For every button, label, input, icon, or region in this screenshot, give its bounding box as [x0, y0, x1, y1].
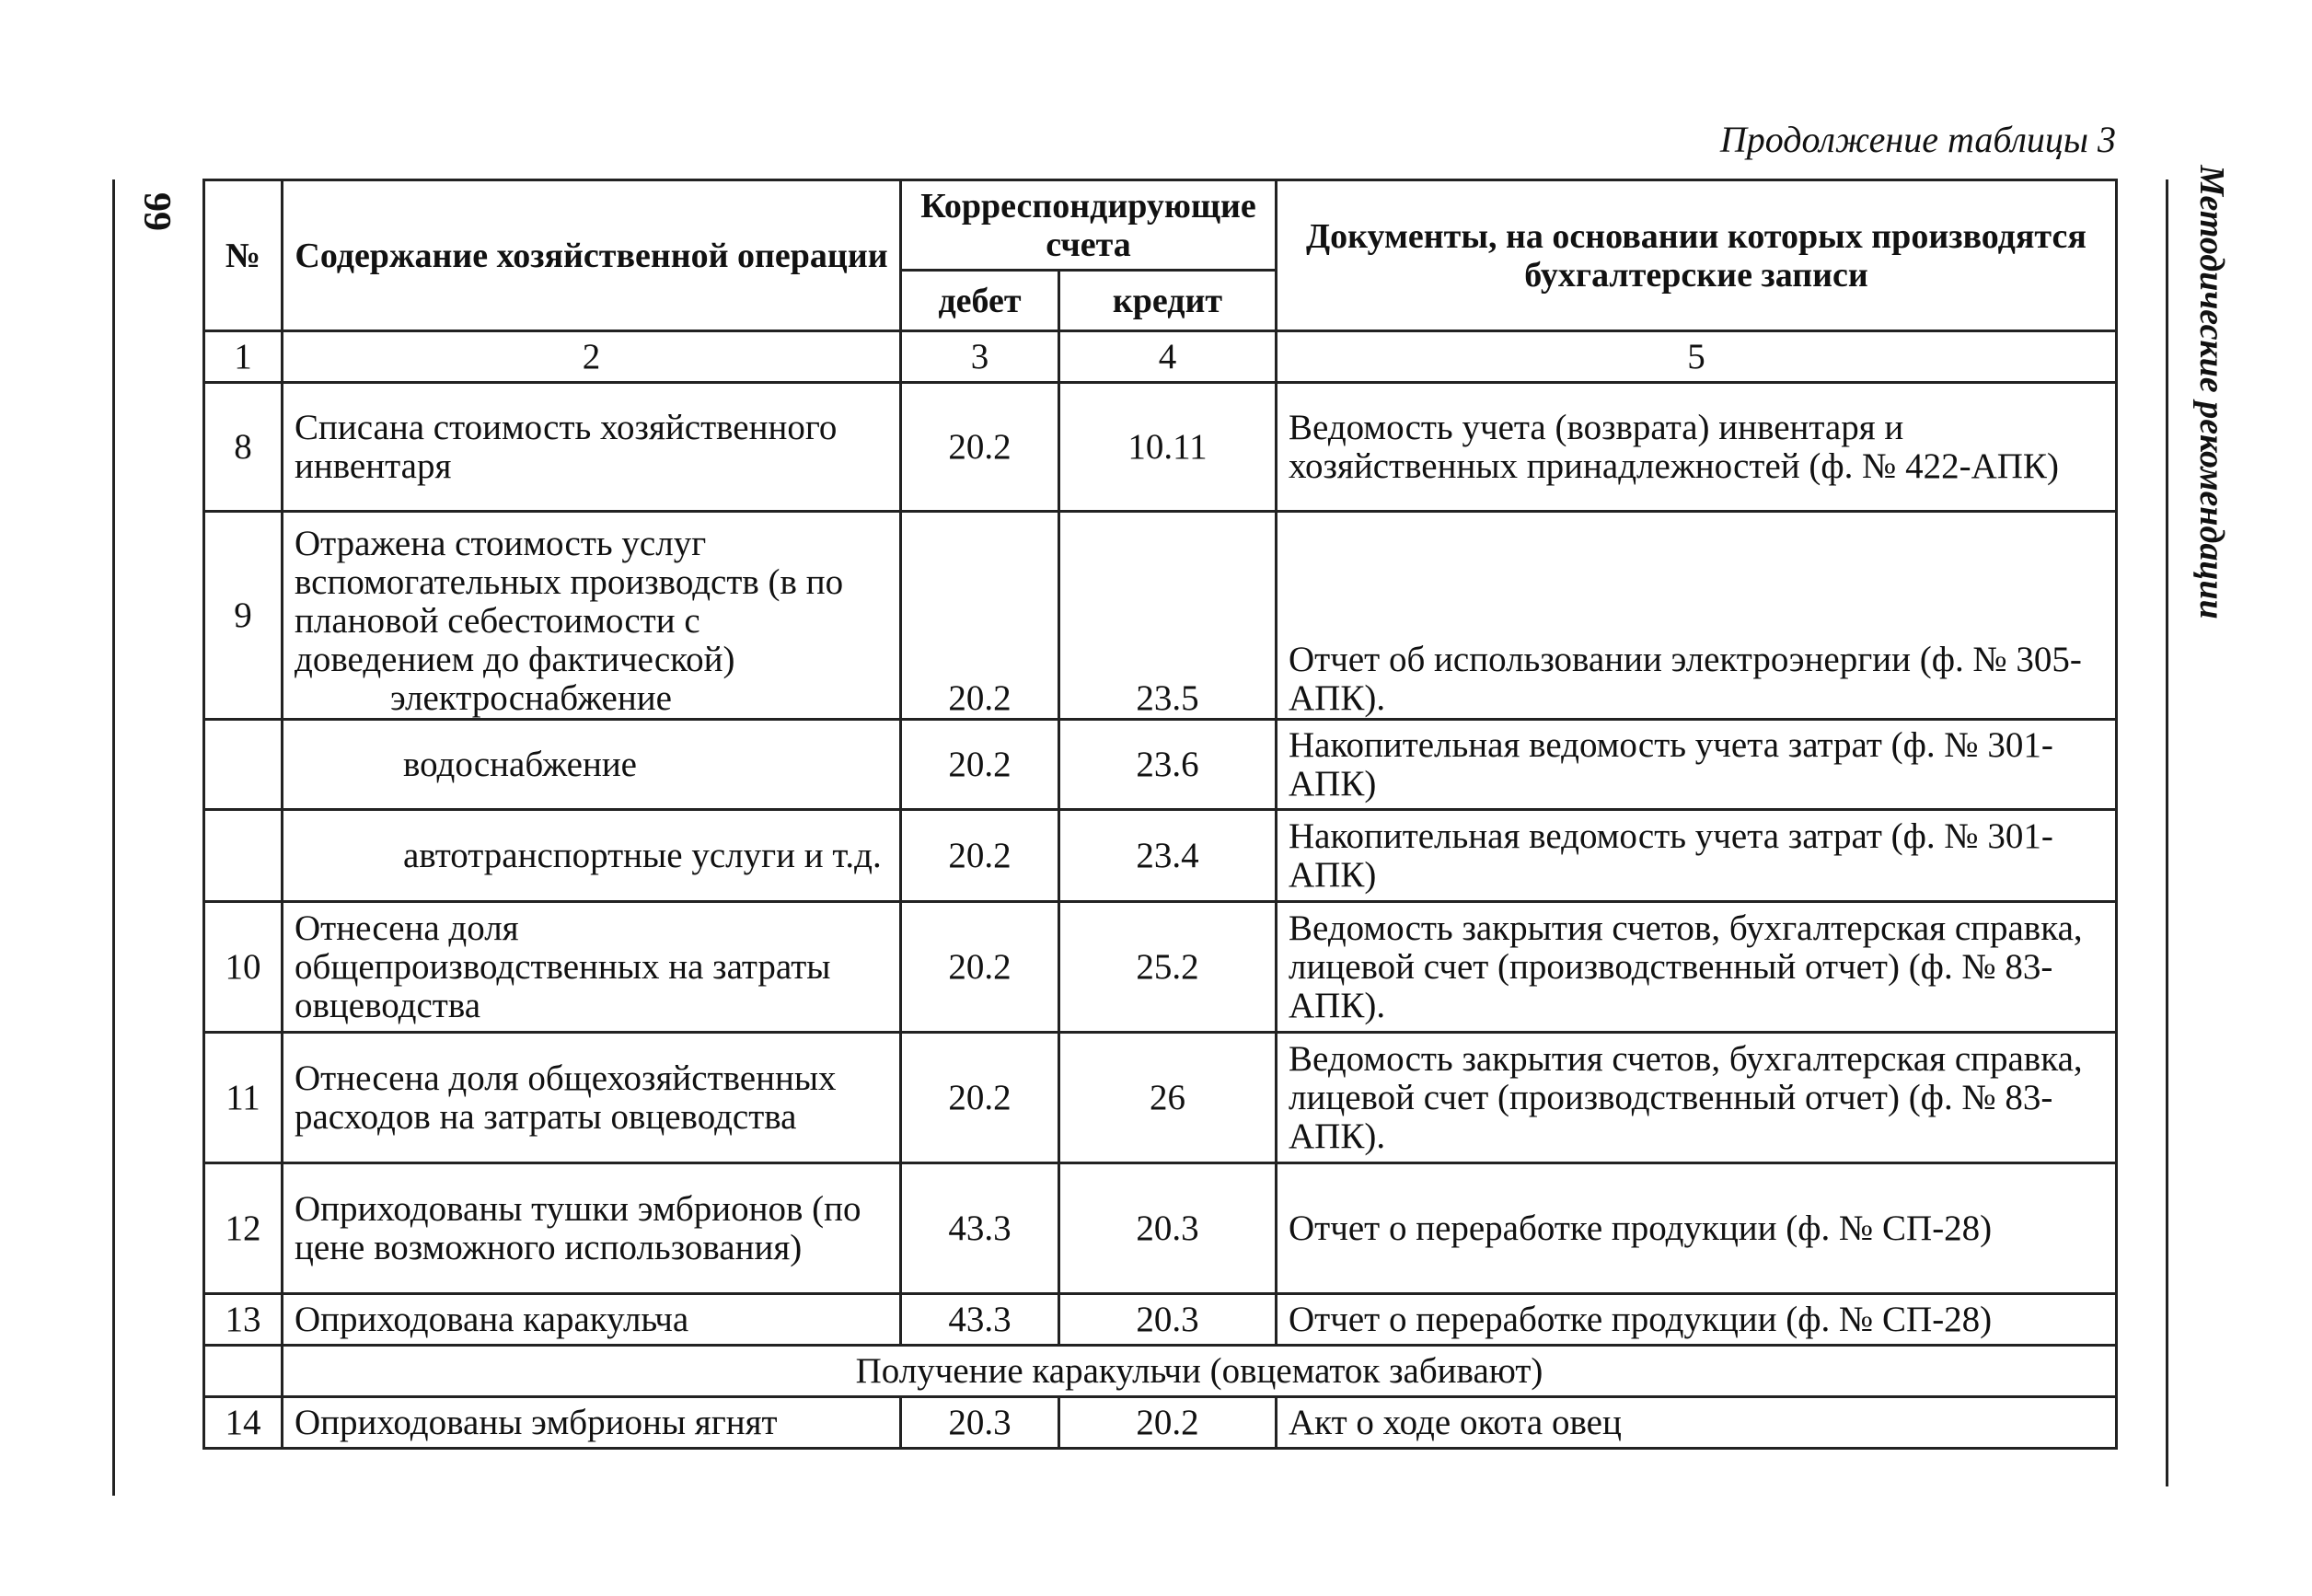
section-num: [204, 1346, 283, 1397]
row-document: Ведомость учета (возврата) инвентаря и хозяйственных принадлежностей (ф. № 422-АПК): [1277, 383, 2117, 512]
col-number: 4: [1059, 331, 1277, 383]
row-credit: 10.11: [1059, 383, 1277, 512]
row-content: водоснабжение: [283, 720, 901, 810]
header-credit: кредит: [1059, 271, 1277, 331]
row-content: Отнесена доля общехозяйственных расходов на затраты овцеводства: [283, 1033, 901, 1163]
row-document: Ведомость закрытия счетов, бухгалтерская справка, лицевой счет (производственный отчет) (ф. № 83-АПК).: [1277, 902, 2117, 1033]
row-debit: 43.3: [901, 1163, 1059, 1294]
row-content: автотранспортные услуги и т.д.: [283, 810, 901, 902]
row-document: Накопительная ведомость учета затрат (ф. № 301-АПК): [1277, 720, 2117, 810]
row-content: Оприходована каракульча: [283, 1294, 901, 1346]
header-documents: Документы, на основании которых производятся бухгалтерские записи: [1277, 180, 2117, 331]
row-content: [283, 512, 901, 720]
col-number: 5: [1277, 331, 2117, 383]
row-debit: 43.3: [901, 1294, 1059, 1346]
row-credit: 20.2: [1059, 1397, 1277, 1449]
row-debit: 20.2: [901, 383, 1059, 512]
table-row: [204, 1163, 2117, 1294]
table-caption: Продолжение таблицы 3: [1719, 119, 2116, 160]
row-document: Отчет о переработке продукции (ф. № СП-28): [1277, 1294, 2117, 1346]
header-num: №: [204, 180, 283, 331]
table-row: [204, 1294, 2117, 1346]
row-content-main: Отражена стоимость услуг вспомогательных производств (в по плановой себестоимости с доведением до фактической): [295, 524, 844, 679]
page-number: 99: [135, 192, 178, 231]
row-credit: 26: [1059, 1033, 1277, 1163]
table-row: [204, 512, 2117, 720]
left-margin-rule: [112, 179, 115, 1496]
col-number: 2: [283, 331, 901, 383]
table-row: [204, 810, 2117, 902]
row-content: Списана стоимость хозяйственного инвентаря: [283, 383, 901, 512]
row-content: Отнесена доля общепроизводственных на затраты овцеводства: [283, 902, 901, 1033]
row-content: Оприходованы эмбрионы ягнят: [283, 1397, 901, 1449]
row-num: 13: [204, 1294, 283, 1346]
row-document: Отчет о переработке продукции (ф. № СП-28): [1277, 1163, 2117, 1294]
header-content: Содержание хозяйственной операции: [283, 180, 901, 331]
row-num: 12: [204, 1163, 283, 1294]
header-row: [204, 180, 2117, 271]
table-row: [204, 1033, 2117, 1163]
section-title: Получение каракульчи (овцематок забивают): [283, 1346, 2117, 1397]
row-num: 10: [204, 902, 283, 1033]
row-document: Акт о ходе окота овец: [1277, 1397, 2117, 1449]
row-debit: 20.2: [901, 720, 1059, 810]
table-row: [204, 1397, 2117, 1449]
row-credit: 23.4: [1059, 810, 1277, 902]
row-num: 11: [204, 1033, 283, 1163]
row-debit: 20.2: [901, 512, 1059, 720]
header-accounts: Корреспондирующие счета: [901, 180, 1277, 271]
table-row: [204, 383, 2117, 512]
row-document: Накопительная ведомость учета затрат (ф. № 301-АПК): [1277, 810, 2117, 902]
row-num: [204, 720, 283, 810]
col-number: 1: [204, 331, 283, 383]
row-content-sub: электроснабжение: [390, 678, 672, 718]
row-num: 14: [204, 1397, 283, 1449]
row-credit: 23.5: [1059, 512, 1277, 720]
header-debit: дебет: [901, 271, 1059, 331]
section-row: [204, 1346, 2117, 1397]
column-number-row: [204, 331, 2117, 383]
row-document: Ведомость закрытия счетов, бухгалтерская справка, лицевой счет (производственный отчет) (ф. № 83-АПК).: [1277, 1033, 2117, 1163]
col-number: 3: [901, 331, 1059, 383]
row-debit: 20.3: [901, 1397, 1059, 1449]
side-running-title: Методические рекомендации: [2192, 165, 2231, 619]
table-row: [204, 902, 2117, 1033]
table-row: [204, 720, 2117, 810]
right-margin-rule: [2166, 179, 2168, 1486]
accounting-table: [202, 179, 2118, 1450]
row-debit: 20.2: [901, 810, 1059, 902]
row-credit: 20.3: [1059, 1294, 1277, 1346]
row-num: 8: [204, 383, 283, 512]
row-debit: 20.2: [901, 1033, 1059, 1163]
row-credit: 25.2: [1059, 902, 1277, 1033]
row-num: [204, 810, 283, 902]
row-document: Отчет об использовании электроэнергии (ф. № 305-АПК).: [1277, 512, 2117, 720]
row-debit: 20.2: [901, 902, 1059, 1033]
row-content: Оприходованы тушки эмбрионов (по цене возможного использования): [283, 1163, 901, 1294]
row-credit: 23.6: [1059, 720, 1277, 810]
row-credit: 20.3: [1059, 1163, 1277, 1294]
row-num: 9: [204, 512, 283, 720]
